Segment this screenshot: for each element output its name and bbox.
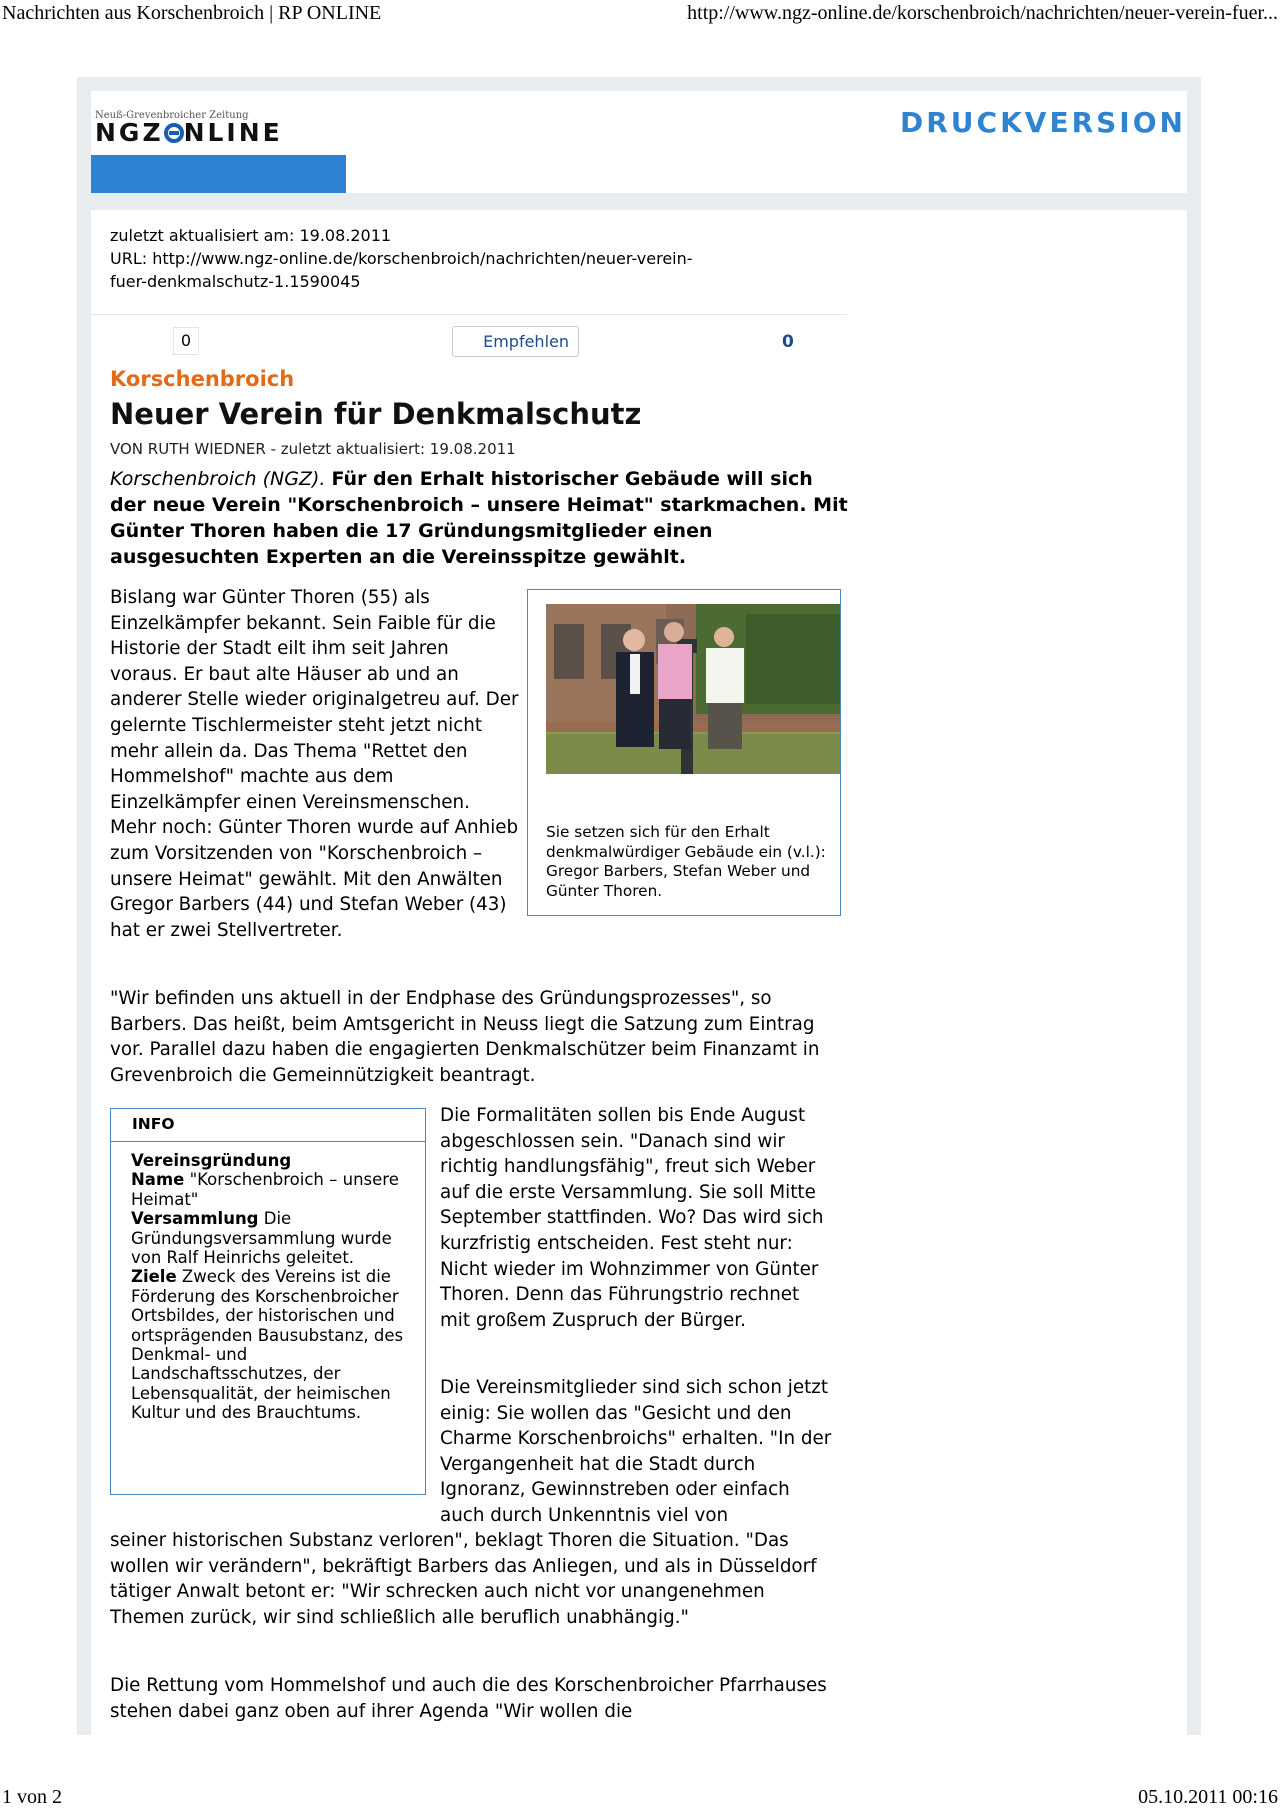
lead-place: Korschenbroich (NGZ).	[110, 468, 326, 490]
article-paragraph-1: Bislang war Günter Thoren (55) als Einzelkämpfer bekannt. Sein Faible für die Historie der Stadt eilt ihm seit Jahren voraus. Er baut alte Häuser ab und an anderer Stelle wieder originalgetreu auf. Der gelernte Tischlermeister steht jetzt nicht mehr allein da. Das Thema "Rettet den Hommelshof" machte aus dem Einzelkämpfer einen Vereinsmenschen. Mehr noch: Günter Thoren wurde auf Anhieb zum Vorsitzenden von "Korschenbroich – unsere Heimat" gewählt. Mit den Anwälten Gregor Barbers (44) und Stefan Weber (43) hat er zwei Stellvertreter.	[110, 587, 519, 941]
article-lead	[110, 466, 850, 570]
print-timestamp: 05.10.2011 00:16	[1138, 1786, 1278, 1808]
recommend-button[interactable]: Empfehlen	[452, 326, 579, 357]
article-title: Neuer Verein für Denkmalschutz	[110, 397, 642, 431]
info-meeting-label: Versammlung	[131, 1209, 259, 1229]
article-url-line1: URL: http://www.ngz-online.de/korschenbroich/nachrichten/neuer-verein-	[110, 249, 693, 268]
article-url-line2: fuer-denkmalschutz-1.1590045	[110, 272, 361, 291]
logo-text-left: NGZ	[95, 118, 164, 147]
last-updated: zuletzt aktualisiert am: 19.08.2011	[110, 226, 392, 245]
article-kicker: Korschenbroich	[110, 367, 295, 391]
info-goals-text: Zweck des Vereins ist die Förderung des Korschenbroicher Ortsbildes, der historischen und ortsprägenden Bausubstanz, des Denkmal- und Landschaftsschutzes, der Lebensqualität, der heimischen Kultur und des Brauchtums.	[131, 1267, 404, 1423]
article-byline: VON RUTH WIEDNER - zuletzt aktualisiert: 19.08.2011	[110, 440, 516, 458]
article-paragraph-4-end: seiner historischen Substanz verloren", beklagt Thoren die Situation. "Das wollen wir verändern", bekräftigt Barbers das Anliegen, und als in Düsseldorf tätiger Anwalt betont er: "Wir schrecken auch nicht vor unangenehmen Themen zurück, wir sind schließlich alle beruflich unabhängig."	[110, 1530, 817, 1628]
info-goals-label: Ziele	[131, 1267, 177, 1287]
logo-bar	[91, 155, 346, 193]
lead-text: Für den Erhalt historischer Gebäude will sich der neue Verein "Korschenbroich – unsere Heimat" starkmachen. Mit Günter Thoren haben die 17 Gründungsmitglieder einen ausgesuchten Experten an die Vereinsspitze gewählt.	[110, 468, 848, 568]
ngz-online-logo[interactable]	[95, 118, 283, 147]
divider	[91, 314, 847, 315]
article-paragraph-4-start: Die Vereinsmitglieder sind sich schon jetzt einig: Sie wollen das "Gesicht und den Charme Korschenbroichs" erhalten. "In der Vergangenheit hat die Stadt durch Ignoranz, Gewinnstreben oder einfach auch durch Unkenntnis viel von	[440, 1377, 832, 1526]
info-subheading: Vereinsgründung	[131, 1151, 292, 1170]
photo-caption: Sie setzen sich für den Erhalt denkmalwürdiger Gebäude ein (v.l.): Gregor Barbers, Stefan Weber und Günter Thoren.	[546, 823, 826, 900]
browser-page-url: http://www.ngz-online.de/korschenbroich/nachrichten/neuer-verein-fuer...	[687, 2, 1278, 24]
info-name-text: "Korschenbroich – unsere Heimat"	[131, 1170, 399, 1209]
logo-tagline: Neuß-Grevenbroicher Zeitung	[95, 110, 249, 121]
browser-page-title: Nachrichten aus Korschenbroich | RP ONLINE	[2, 2, 382, 24]
recommend-count: 0	[782, 332, 794, 352]
info-body	[131, 1151, 409, 1423]
info-meeting-text: Die Gründungsversammlung wurde von Ralf Heinrichs geleitet.	[131, 1209, 392, 1268]
print-version-label: DRUCKVERSION	[900, 106, 1186, 139]
info-name-label: Name	[131, 1170, 185, 1190]
logo-mark-icon	[164, 123, 184, 143]
share-counter: 0	[173, 327, 199, 355]
article-paragraph-5: Die Rettung vom Hommelshof und auch die des Korschenbroicher Pfarrhauses stehen dabei ganz oben auf ihrer Agenda "Wir wollen die	[110, 1675, 827, 1722]
logo-text-right: NLINE	[183, 118, 283, 147]
page-number: 1 von 2	[2, 1786, 62, 1808]
article-photo	[546, 604, 840, 774]
article-paragraph-2: "Wir befinden uns aktuell in der Endphase des Gründungsprozesses", so Barbers. Das heißt, beim Amtsgericht in Neuss liegt die Satzung zum Eintrag vor. Parallel dazu haben die engagierten Denkmalschützer beim Finanzamt in Grevenbroich die Gemeinnützigkeit beantragt.	[110, 988, 820, 1086]
info-title: INFO	[132, 1115, 175, 1133]
article-paragraph-3: Die Formalitäten sollen bis Ende August abgeschlossen sein. "Danach sind wir richtig handlungsfähig", freut sich Weber auf die erste Versammlung. Sie soll Mitte September stattfinden. Wo? Das wird sich kurzfristig entscheiden. Fest steht nur: Nicht wieder im Wohnzimmer von Günter Thoren. Denn das Führungstrio rechnet mit großem Zuspruch der Bürger.	[440, 1105, 824, 1331]
